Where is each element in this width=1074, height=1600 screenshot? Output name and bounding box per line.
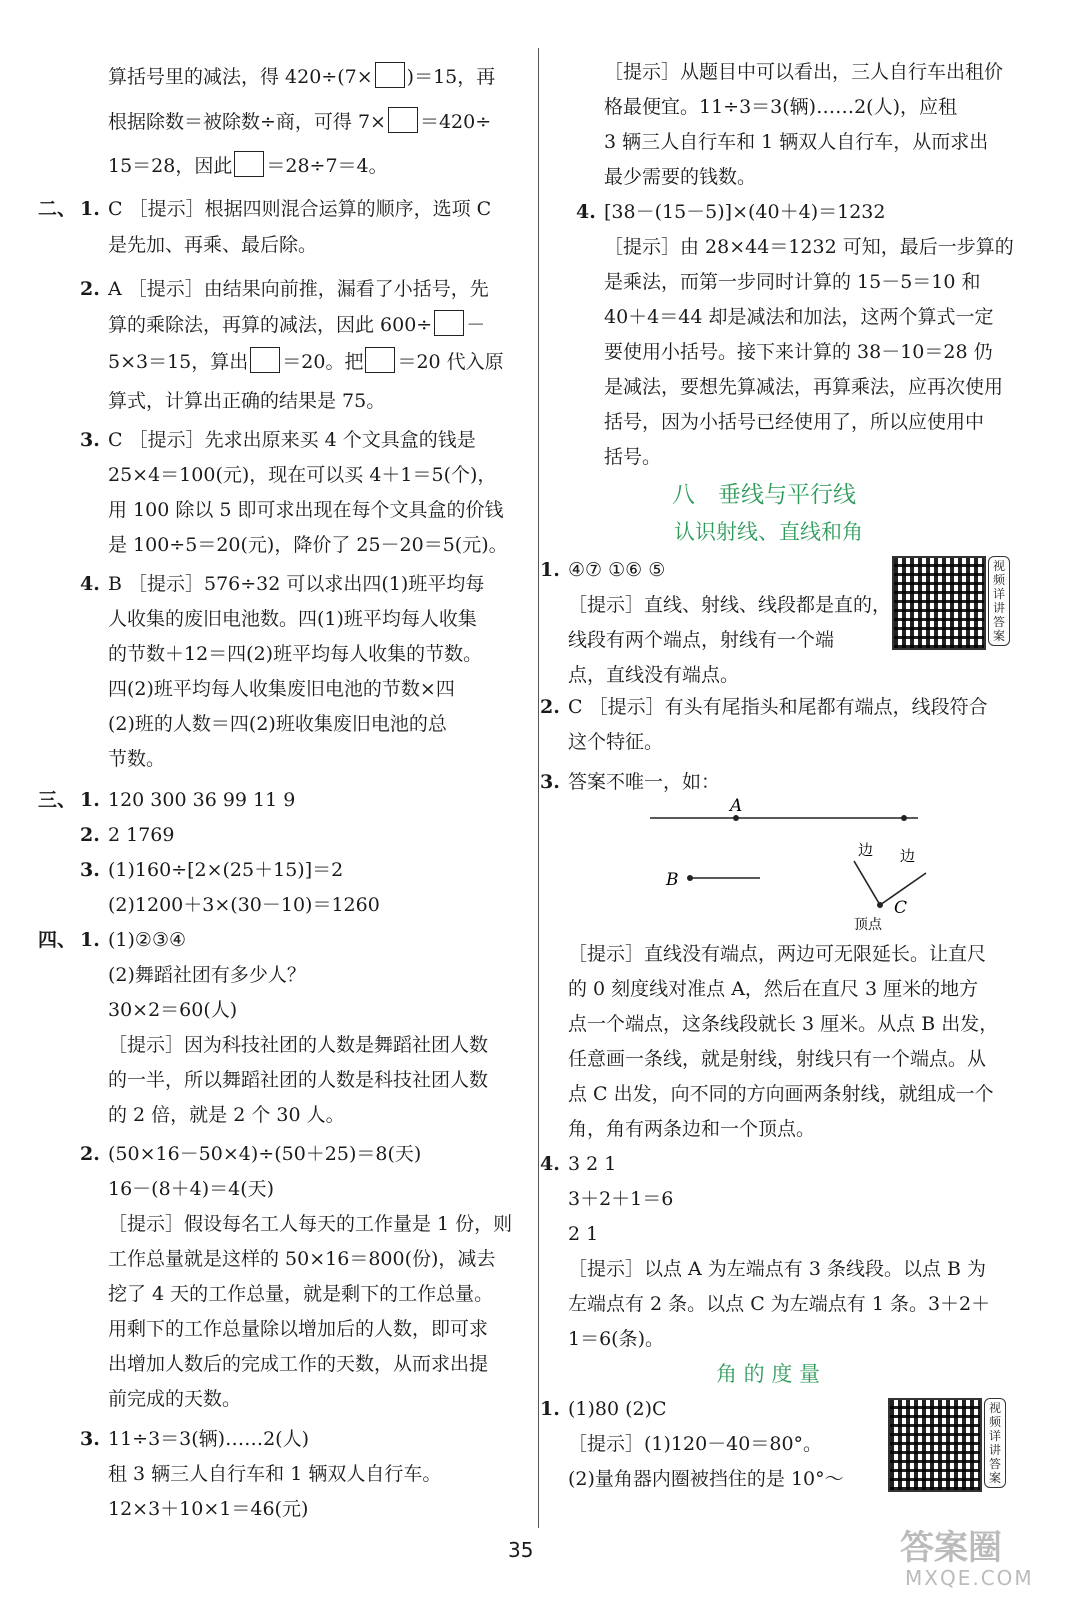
text-line: 挖了 4 天的工作总量，就是剩下的工作总量。: [108, 1283, 494, 1305]
text-line: 用 100 除以 5 即可求出现在每个文具盒的价钱: [108, 499, 504, 521]
text-line: 租 3 辆三人自行车和 1 辆双人自行车。: [108, 1463, 442, 1485]
text-line: (2)舞蹈社团有多少人？: [108, 964, 306, 986]
text-line: 的 2 倍，就是 2 个 30 人。: [108, 1104, 345, 1126]
blank-box: [250, 347, 280, 373]
angle-side-1: [854, 861, 880, 905]
blank-box: [375, 62, 405, 88]
text-line: (2)量角器内圈被挡住的是 10°～: [568, 1468, 844, 1490]
blank-box: [388, 107, 418, 133]
text-line: 人收集的废旧电池数。四(1)班平均每人收集: [108, 608, 477, 630]
text-line: A ［提示］由结果向前推，漏看了小括号，先: [108, 278, 489, 300]
text-line: ［提示］从题目中可以看出，三人自行车出租价: [604, 61, 1004, 83]
text-line: 的一半，所以舞蹈社团的人数是科技社团人数: [108, 1069, 489, 1091]
text-line: ［提示］(1)120－40＝80°。: [568, 1433, 823, 1455]
text-line: 5×3＝15，算出 ＝20。把 ＝20 代入原: [108, 347, 504, 375]
qr-code[interactable]: [892, 556, 986, 650]
vertex-label: 顶点: [854, 917, 882, 933]
text-line: ［提示］以点 A 为左端点有 3 条线段。以点 B 为: [568, 1258, 987, 1280]
text-line: 40＋4＝44 却是减法和加法，这两个算式一定: [604, 306, 994, 328]
item-number: 1.: [540, 559, 560, 581]
text-line: [38－(15－5)]×(40＋4)＝1232: [604, 201, 886, 223]
text-line: 角，角有两条边和一个顶点。: [568, 1118, 816, 1140]
item-number: 2.: [540, 696, 560, 718]
chapter-title: 八 垂线与平行线: [672, 482, 856, 508]
text-line: 最少需要的钱数。: [604, 166, 757, 188]
text-line: (2)1200＋3×(30－10)＝1260: [108, 894, 380, 916]
watermark: 答案圈: [900, 1528, 1002, 1568]
text-line: 算括号里的减法，得 420÷(7× )＝15，再: [108, 62, 495, 90]
text-line: 任意画一条线，就是射线，射线只有一个端点。从: [568, 1048, 987, 1070]
text-line: 是减法，要想先算减法，再算乘法，应再次使用: [604, 376, 1004, 398]
text-line: 120 300 36 99 11 9: [108, 789, 296, 811]
text-line: 12×3＋10×1＝46(元): [108, 1498, 309, 1520]
text-line: 括号。: [604, 446, 662, 468]
text-line: 16－(8＋4)＝4(天): [108, 1178, 275, 1200]
text-line: 点一个端点，这条线段就长 3 厘米。从点 B 出发，: [568, 1013, 999, 1035]
blank-box: [234, 151, 264, 177]
page-number: 35: [508, 1538, 534, 1562]
text-line: 3 辆三人自行车和 1 辆双人自行车，从而求出: [604, 131, 989, 153]
text-line: 节数。: [108, 748, 166, 770]
item-number: 3.: [80, 859, 100, 881]
qr-code[interactable]: [888, 1398, 982, 1492]
text-line: 3＋2＋1＝6: [568, 1188, 674, 1210]
text-line: 括号，因为小括号已经使用了，所以应使用中: [604, 411, 985, 433]
text-line: 1＝6(条)。: [568, 1328, 665, 1350]
text-line: 是 100÷5＝20(元)，降价了 25－20＝5(元)。: [108, 534, 508, 556]
item-number: 3.: [540, 771, 560, 793]
item-number: 4.: [576, 201, 596, 223]
text-line: C ［提示］先求出原来买 4 个文具盒的钱是: [108, 429, 476, 451]
label-c: C: [894, 898, 908, 918]
text-line: 四(2)班平均每人收集废旧电池的节数×四: [108, 678, 455, 700]
text-line: (1)160÷[2×(25＋15)]＝2: [108, 859, 344, 881]
section-number: 四、: [38, 929, 77, 951]
text-line: 工作总量就是这样的 50×16＝800(份)，减去: [108, 1248, 496, 1270]
text-line: ［提示］直线、射线、线段都是直的，: [568, 594, 892, 616]
text-line: 这个特征。: [568, 731, 664, 753]
line-point: [901, 815, 907, 821]
text-line: C ［提示］根据四则混合运算的顺序，选项 C: [108, 198, 492, 220]
text-line: 答案不唯一，如：: [568, 771, 721, 793]
item-number: 3.: [80, 1428, 100, 1450]
text-line: (1)80 (2)C: [568, 1398, 667, 1420]
text-line: 点，直线没有端点。: [568, 664, 740, 686]
item-number: 1.: [80, 198, 100, 220]
text-line: 出增加人数后的完成工作的天数，从而求出提: [108, 1353, 489, 1375]
qr-label: 视频详讲答案: [984, 1398, 1006, 1488]
text-line: 根据除数＝被除数÷商，可得 7× ＝420÷: [108, 107, 491, 135]
qr-label: 视频详讲答案: [988, 556, 1010, 646]
point-b: [687, 875, 693, 881]
item-number: 4.: [540, 1153, 560, 1175]
text-line: 15＝28，因此 ＝28÷7＝4。: [108, 151, 388, 179]
text-line: 30×2＝60(人): [108, 999, 238, 1021]
item-number: 1.: [80, 929, 100, 951]
text-line: 是乘法，而第一步同时计算的 15－5＝10 和: [604, 271, 981, 293]
text-line: 算的乘除法，再算的减法，因此 600÷ －: [108, 310, 485, 338]
text-line: 2 1: [568, 1223, 599, 1245]
item-number: 1.: [540, 1398, 560, 1420]
text-line: 线段有两个端点，射线有一个端: [568, 629, 835, 651]
text-line: ［提示］假设每名工人每天的工作量是 1 份，则: [108, 1213, 513, 1235]
text-line: 算式，计算出正确的结果是 75。: [108, 390, 386, 412]
label-a: A: [730, 796, 743, 816]
text-line: (2)班的人数＝四(2)班收集废旧电池的总: [108, 713, 447, 735]
point-c: [877, 902, 883, 908]
item-number: 2.: [80, 824, 100, 846]
item-number: 2.: [80, 278, 100, 300]
text-line: ［提示］直线没有端点，两边可无限延长。让直尺: [568, 943, 987, 965]
column-divider: [538, 48, 539, 1528]
text-line: 点 C 出发，向不同的方向画两条射线，就组成一个: [568, 1083, 994, 1105]
watermark-url: MXQE.COM: [905, 1566, 1034, 1590]
text-line: ［提示］因为科技社团的人数是舞蹈社团人数: [108, 1034, 489, 1056]
section-number: 二、: [38, 198, 77, 220]
label-b: B: [666, 870, 679, 890]
text-line: 2 1769: [108, 824, 175, 846]
blank-box: [365, 347, 395, 373]
text-line: ［提示］由 28×44＝1232 可知，最后一步算的: [604, 236, 1014, 258]
item-number: 1.: [80, 789, 100, 811]
text-line: 前完成的天数。: [108, 1388, 242, 1410]
text-line: B ［提示］576÷32 可以求出四(1)班平均每: [108, 573, 485, 595]
text-line: 11÷3＝3(辆)……2(人): [108, 1428, 310, 1450]
text-line: 要使用小括号。接下来计算的 38－10＝28 仍: [604, 341, 993, 363]
text-line: 格最便宜。11÷3＝3(辆)……2(人)，应租: [604, 96, 958, 118]
text-line: (1)②③④: [108, 929, 187, 951]
text-line: 左端点有 2 条。以点 C 为左端点有 1 条。3＋2＋: [568, 1293, 991, 1315]
text-line: C ［提示］有头有尾指头和尾都有端点，线段符合: [568, 696, 988, 718]
text-line: 的节数＋12＝四(2)班平均每人收集的节数。: [108, 643, 483, 665]
section-number: 三、: [38, 789, 77, 811]
section-title: 认识射线、直线和角: [674, 520, 863, 544]
item-number: 3.: [80, 429, 100, 451]
item-number: 4.: [80, 573, 100, 595]
text-line: 用剩下的工作总量除以增加后的人数，即可求: [108, 1318, 489, 1340]
geometry-figure: [638, 795, 938, 935]
blank-box: [434, 310, 464, 336]
text-line: 3 2 1: [568, 1153, 617, 1175]
text-line: ④⑦ ①⑥ ⑤: [568, 559, 666, 581]
text-line: 的 0 刻度线对准点 A，然后在直尺 3 厘米的地方: [568, 978, 979, 1000]
edge-label-2: 边: [900, 847, 916, 865]
text-line: 是先加、再乘、最后除。: [108, 234, 318, 256]
text-line: (50×16－50×4)÷(50＋25)＝8(天): [108, 1143, 422, 1165]
section-title: 角 的 度 量: [716, 1362, 821, 1386]
item-number: 2.: [80, 1143, 100, 1165]
edge-label-1: 边: [858, 841, 874, 859]
text-line: 25×4＝100(元)，现在可以买 4＋1＝5(个)，: [108, 464, 497, 486]
